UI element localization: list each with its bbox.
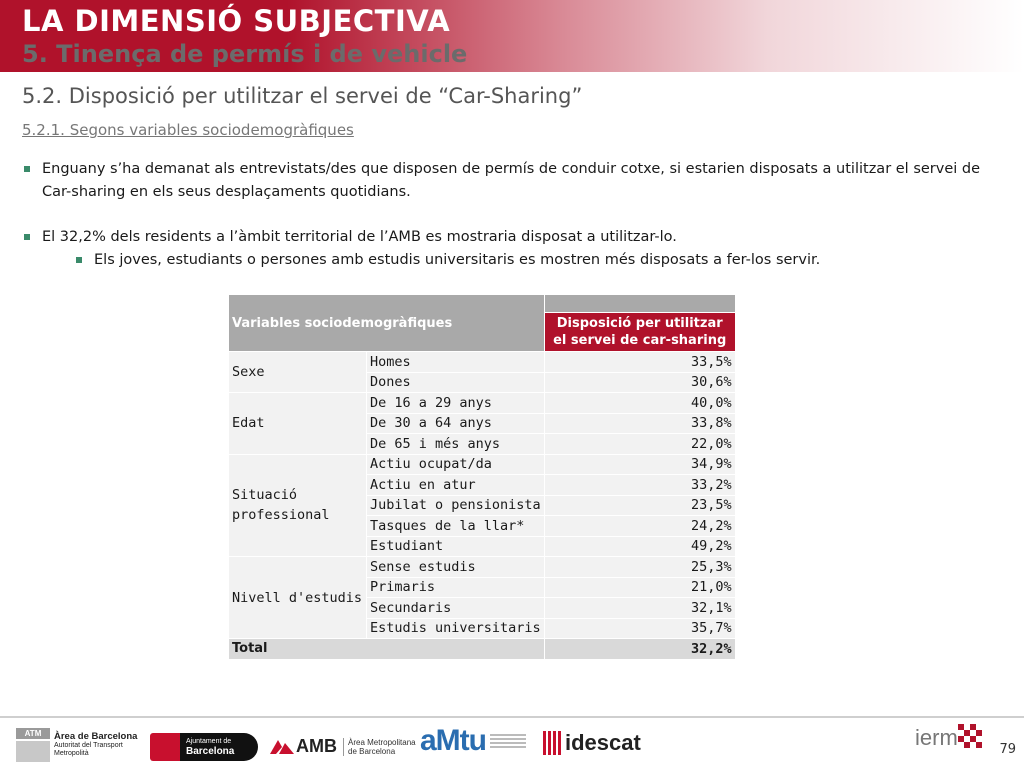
- bullet-text: Els joves, estudiants o persones amb estudis universitaris es mostren més disposats a fer-los servir.: [94, 252, 821, 268]
- amtu-name: aMtu: [420, 724, 486, 757]
- value-cell: 49,2%: [544, 536, 735, 557]
- square-bullet-icon: [24, 234, 30, 240]
- value-cell: 22,0%: [544, 434, 735, 455]
- table-row: [229, 454, 736, 475]
- page-subtitle: 5. Tinença de permís i de vehicle: [22, 40, 468, 68]
- category-cell: Secundaris: [367, 598, 545, 619]
- bullet-text: El 32,2% dels residents a l’àmbit territorial de l’AMB es mostraria disposat a utilitzar-lo.: [42, 229, 677, 245]
- value-cell: 24,2%: [544, 516, 735, 537]
- ajuntament-logo: [150, 733, 258, 761]
- header-variables: Variables sociodemogràfiques: [229, 295, 545, 352]
- table-row: [229, 557, 736, 578]
- value-cell: 33,2%: [544, 475, 735, 496]
- group-label: Edat: [229, 393, 367, 455]
- ajuntament-line2: Barcelona: [186, 745, 235, 757]
- category-cell: De 65 i més anys: [367, 434, 545, 455]
- value-cell: 30,6%: [544, 372, 735, 393]
- subsection-title: 5.2.1. Segons variables sociodemogràfiques: [22, 121, 354, 139]
- value-cell: 35,7%: [544, 618, 735, 639]
- results-table: [228, 294, 736, 660]
- value-cell: 21,0%: [544, 577, 735, 598]
- header-blank-cell: [544, 295, 735, 313]
- category-cell: De 16 a 29 anys: [367, 393, 545, 414]
- atm-line2: Autoritat del Transport: [54, 742, 123, 749]
- barcelona-shield-icon: [150, 733, 180, 761]
- table-row: [229, 393, 736, 414]
- idescat-name: idescat: [565, 730, 641, 755]
- header-value: Disposició per utilitzar el servei de car-sharing: [544, 313, 735, 352]
- table-header-row: [229, 295, 736, 313]
- category-cell: Primaris: [367, 577, 545, 598]
- atm-logo: [16, 728, 137, 762]
- amb-logo: [270, 736, 416, 757]
- square-bullet-icon: [24, 166, 30, 172]
- group-label: Sexe: [229, 352, 367, 393]
- category-cell: Tasques de la llar*: [367, 516, 545, 537]
- value-cell: 40,0%: [544, 393, 735, 414]
- category-cell: De 30 a 64 anys: [367, 413, 545, 434]
- sub-bullet-item: [74, 249, 997, 272]
- page-title: LA DIMENSIÓ SUBJECTIVA: [22, 4, 451, 38]
- page-number: 79: [999, 742, 1016, 757]
- total-row: [229, 639, 736, 660]
- iermb-name: ierm: [915, 725, 958, 750]
- iermb-logo: [915, 722, 982, 754]
- bullet-text: Enguany s’ha demanat als entrevistats/des que disposen de permís de conduir cotxe, si estarien disposats a utilitzar el servei de Car-sharing en els seus desplaçaments quotidians.: [42, 161, 981, 200]
- category-cell: Jubilat o pensionista: [367, 495, 545, 516]
- category-cell: Estudiant: [367, 536, 545, 557]
- footer-divider: [0, 716, 1024, 718]
- category-cell: Actiu en atur: [367, 475, 545, 496]
- value-cell: 33,5%: [544, 352, 735, 373]
- amb-mark-icon: [270, 738, 294, 756]
- section-title: 5.2. Disposició per utilitzar el servei de “Car-Sharing”: [22, 84, 583, 108]
- category-cell: Dones: [367, 372, 545, 393]
- amb-name: AMB: [296, 736, 337, 756]
- category-cell: Actiu ocupat/da: [367, 454, 545, 475]
- atm-line3: Metropolità: [54, 750, 89, 757]
- idescat-logo: [543, 730, 641, 756]
- total-label: Total: [229, 639, 545, 660]
- bullet-item: [22, 158, 997, 204]
- total-value: 32,2%: [544, 639, 735, 660]
- idescat-bars-icon: [543, 731, 563, 755]
- value-cell: 33,8%: [544, 413, 735, 434]
- amb-line2: de Barcelona: [348, 746, 396, 756]
- bullet-item: [22, 226, 997, 249]
- square-bullet-icon: [76, 257, 82, 263]
- value-cell: 23,5%: [544, 495, 735, 516]
- table-row: [229, 352, 736, 373]
- category-cell: Homes: [367, 352, 545, 373]
- amtu-caption: [490, 732, 526, 750]
- iermb-pixel-icon: [958, 722, 982, 754]
- header-banner: [0, 0, 1024, 72]
- ajuntament-line1: Ajuntament de: [186, 737, 232, 745]
- amb-line1: Àrea Metropolitana: [348, 737, 416, 747]
- amtu-logo: [420, 724, 526, 758]
- bullet-list: [22, 158, 997, 272]
- atm-name: Àrea de Barcelona: [54, 731, 138, 742]
- group-label: Nivell d'estudis: [229, 557, 367, 639]
- category-cell: Estudis universitaris: [367, 618, 545, 639]
- value-cell: 25,3%: [544, 557, 735, 578]
- value-cell: 34,9%: [544, 454, 735, 475]
- atm-badge: ATM: [16, 728, 50, 762]
- group-label: Situació professional: [229, 454, 367, 557]
- category-cell: Sense estudis: [367, 557, 545, 578]
- value-cell: 32,1%: [544, 598, 735, 619]
